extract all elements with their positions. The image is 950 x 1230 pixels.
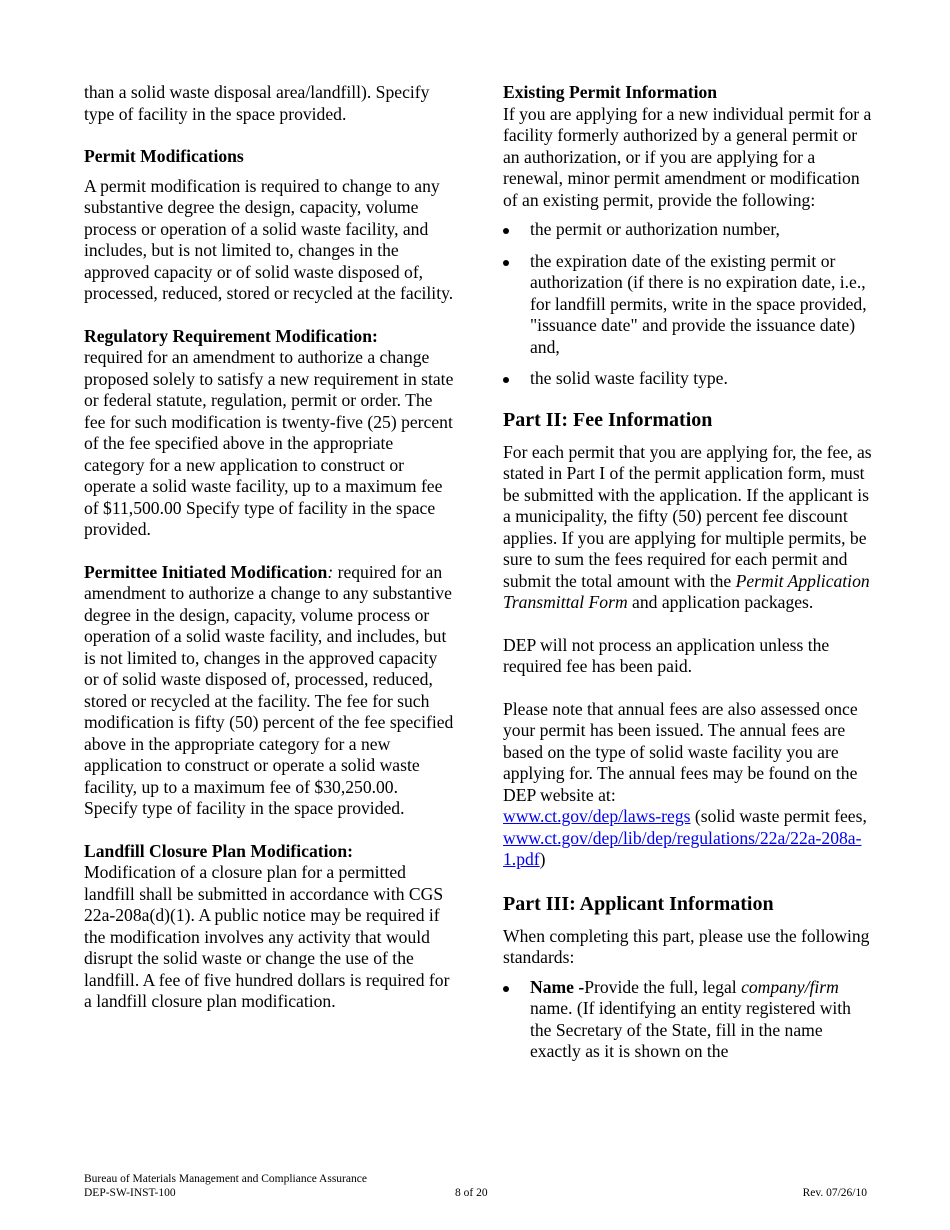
permittee-modification-heading: Permittee Initiated Modification: [84, 561, 328, 582]
dep-notice: DEP will not process an application unless the required fee has been paid.: [503, 634, 830, 676]
footer-revision: Rev. 07/26/10: [802, 1187, 867, 1199]
landfill-closure-paragraph: [84, 841, 454, 1013]
footer-doc-id: DEP-SW-INST-100: [84, 1187, 176, 1199]
list-item: the permit or authorization number,: [503, 219, 873, 241]
footer-bureau: Bureau of Materials Management and Compliance Assurance: [84, 1173, 367, 1185]
landfill-closure-body: Modification of a closure plan for a permitted landfill shall be submitted in accordance with CGS 22a-208a(d)(1). A public notice may be required if the modification involves any activity that would disrupt the solid waste or change the use of the landfill. A fee of five hundred dollars is required for a landfill closure plan modification.: [84, 862, 450, 1011]
bullet-icon: [503, 228, 509, 234]
regulatory-modification-heading: Regulatory Requirement Modification:: [84, 325, 378, 346]
permittee-modification-body: required for an amendment to authorize a change to any substantive degree in the design, capacity, volume process or operation of a solid waste facility, and includes, but is not limited to, changes in the approved capacity or of solid waste disposed of, processed, reduced, stored or recycled at the facility. The fee for such modification is fifty (50) percent of the fee specified above in the appropriate category for a new application to construct or operate a solid waste facility, up to a maximum fee of $30,250.00. Specify type of facility in the space provided.: [84, 561, 454, 818]
existing-permit-list: [503, 219, 873, 390]
right-column: [503, 82, 873, 1073]
left-column: [84, 82, 454, 1034]
existing-permit-paragraph: [503, 82, 873, 211]
name-label: Name -: [530, 976, 585, 997]
bullet-icon: [503, 260, 509, 266]
landfill-closure-heading: Landfill Closure Plan Modification:: [84, 840, 353, 861]
part-iii-heading: Part III: Applicant Information: [503, 892, 774, 915]
laws-regs-link[interactable]: www.ct.gov/dep/laws-regs: [503, 806, 691, 826]
applicant-intro: When completing this part, please use the following standards:: [503, 925, 870, 967]
existing-permit-heading: Existing Permit Information: [503, 82, 718, 102]
permittee-modification-colon: :: [327, 561, 334, 582]
regulations-pdf-link[interactable]: www.ct.gov/dep/lib/dep/regulations/22a/22a-208a-1.pdf: [503, 827, 862, 869]
fee-information-body: For each permit that you are applying for, the fee, as stated in Part I of the permit application form, must be submitted with the application. If the applicant is a municipality, the fifty (50) percent fee discount applies. If you are applying for multiple permits, be sure to sum the fees required for each permit and submit the total amount with the Permit Application Transmittal Form and application packages.: [503, 441, 872, 612]
annual-fees-paragraph: Please note that annual fees are also assessed once your permit has been issued. The annual fees are based on the type of solid waste facility you are applying for. The annual fees may be found on the DEP website at: www.ct.gov/dep/laws-regs (solid waste permit fees, www.ct.gov/dep/lib/dep/regulations/22a/22a-208a-1.pdf): [503, 698, 867, 869]
list-item: the expiration date of the existing permit or authorization (if there is no expiration date, i.e., for landfill permits, write in the space provided, "issuance date" and provide the issuance date) and,: [503, 251, 873, 359]
existing-permit-body: If you are applying for a new individual permit for a facility formerly authorized by a general permit or an authorization, or if you are applying for a renewal, minor permit amendment or modification of an existing permit, provide the following:: [503, 103, 872, 210]
part-ii-heading: Part II: Fee Information: [503, 408, 713, 431]
regulatory-modification-body: required for an amendment to authorize a change proposed solely to satisfy a new requirement in state or federal statute, regulation, permit or order. The fee for such modification is twenty-five (25) percent of the fee specified above in the appropriate category for a new application to construct or operate a solid waste facility, up to a maximum fee of $11,500.00 Specify type of facility in the space provided.: [84, 347, 454, 539]
footer-page-number: 8 of 20: [455, 1187, 488, 1199]
bullet-icon: [503, 377, 509, 383]
list-item: Name -Provide the full, legal company/firm name. (If identifying an entity registered with the Secretary of the State, fill in the name exactly as it is shown on the: [503, 977, 873, 1063]
permit-modifications-body: A permit modification is required to change to any substantive degree the design, capacity, volume process or operation of a solid waste facility, and includes, but is not limited to, changes in the approved capacity or of solid waste disposed of, processed, reduced, stored or recycled at the facility.: [84, 175, 454, 303]
list-item: the solid waste facility type.: [503, 368, 873, 390]
regulatory-modification-paragraph: [84, 326, 454, 541]
intro-paragraph: than a solid waste disposal area/landfill). Specify type of facility in the space provided.: [84, 82, 430, 124]
transmittal-form-title: Permit Application Transmittal Form: [503, 570, 870, 612]
permit-modifications-heading: Permit Modifications: [84, 146, 244, 166]
applicant-standards-list: [503, 977, 873, 1063]
bullet-icon: [503, 986, 509, 992]
page-footer: [84, 1172, 867, 1206]
permittee-modification-paragraph: [84, 562, 454, 820]
